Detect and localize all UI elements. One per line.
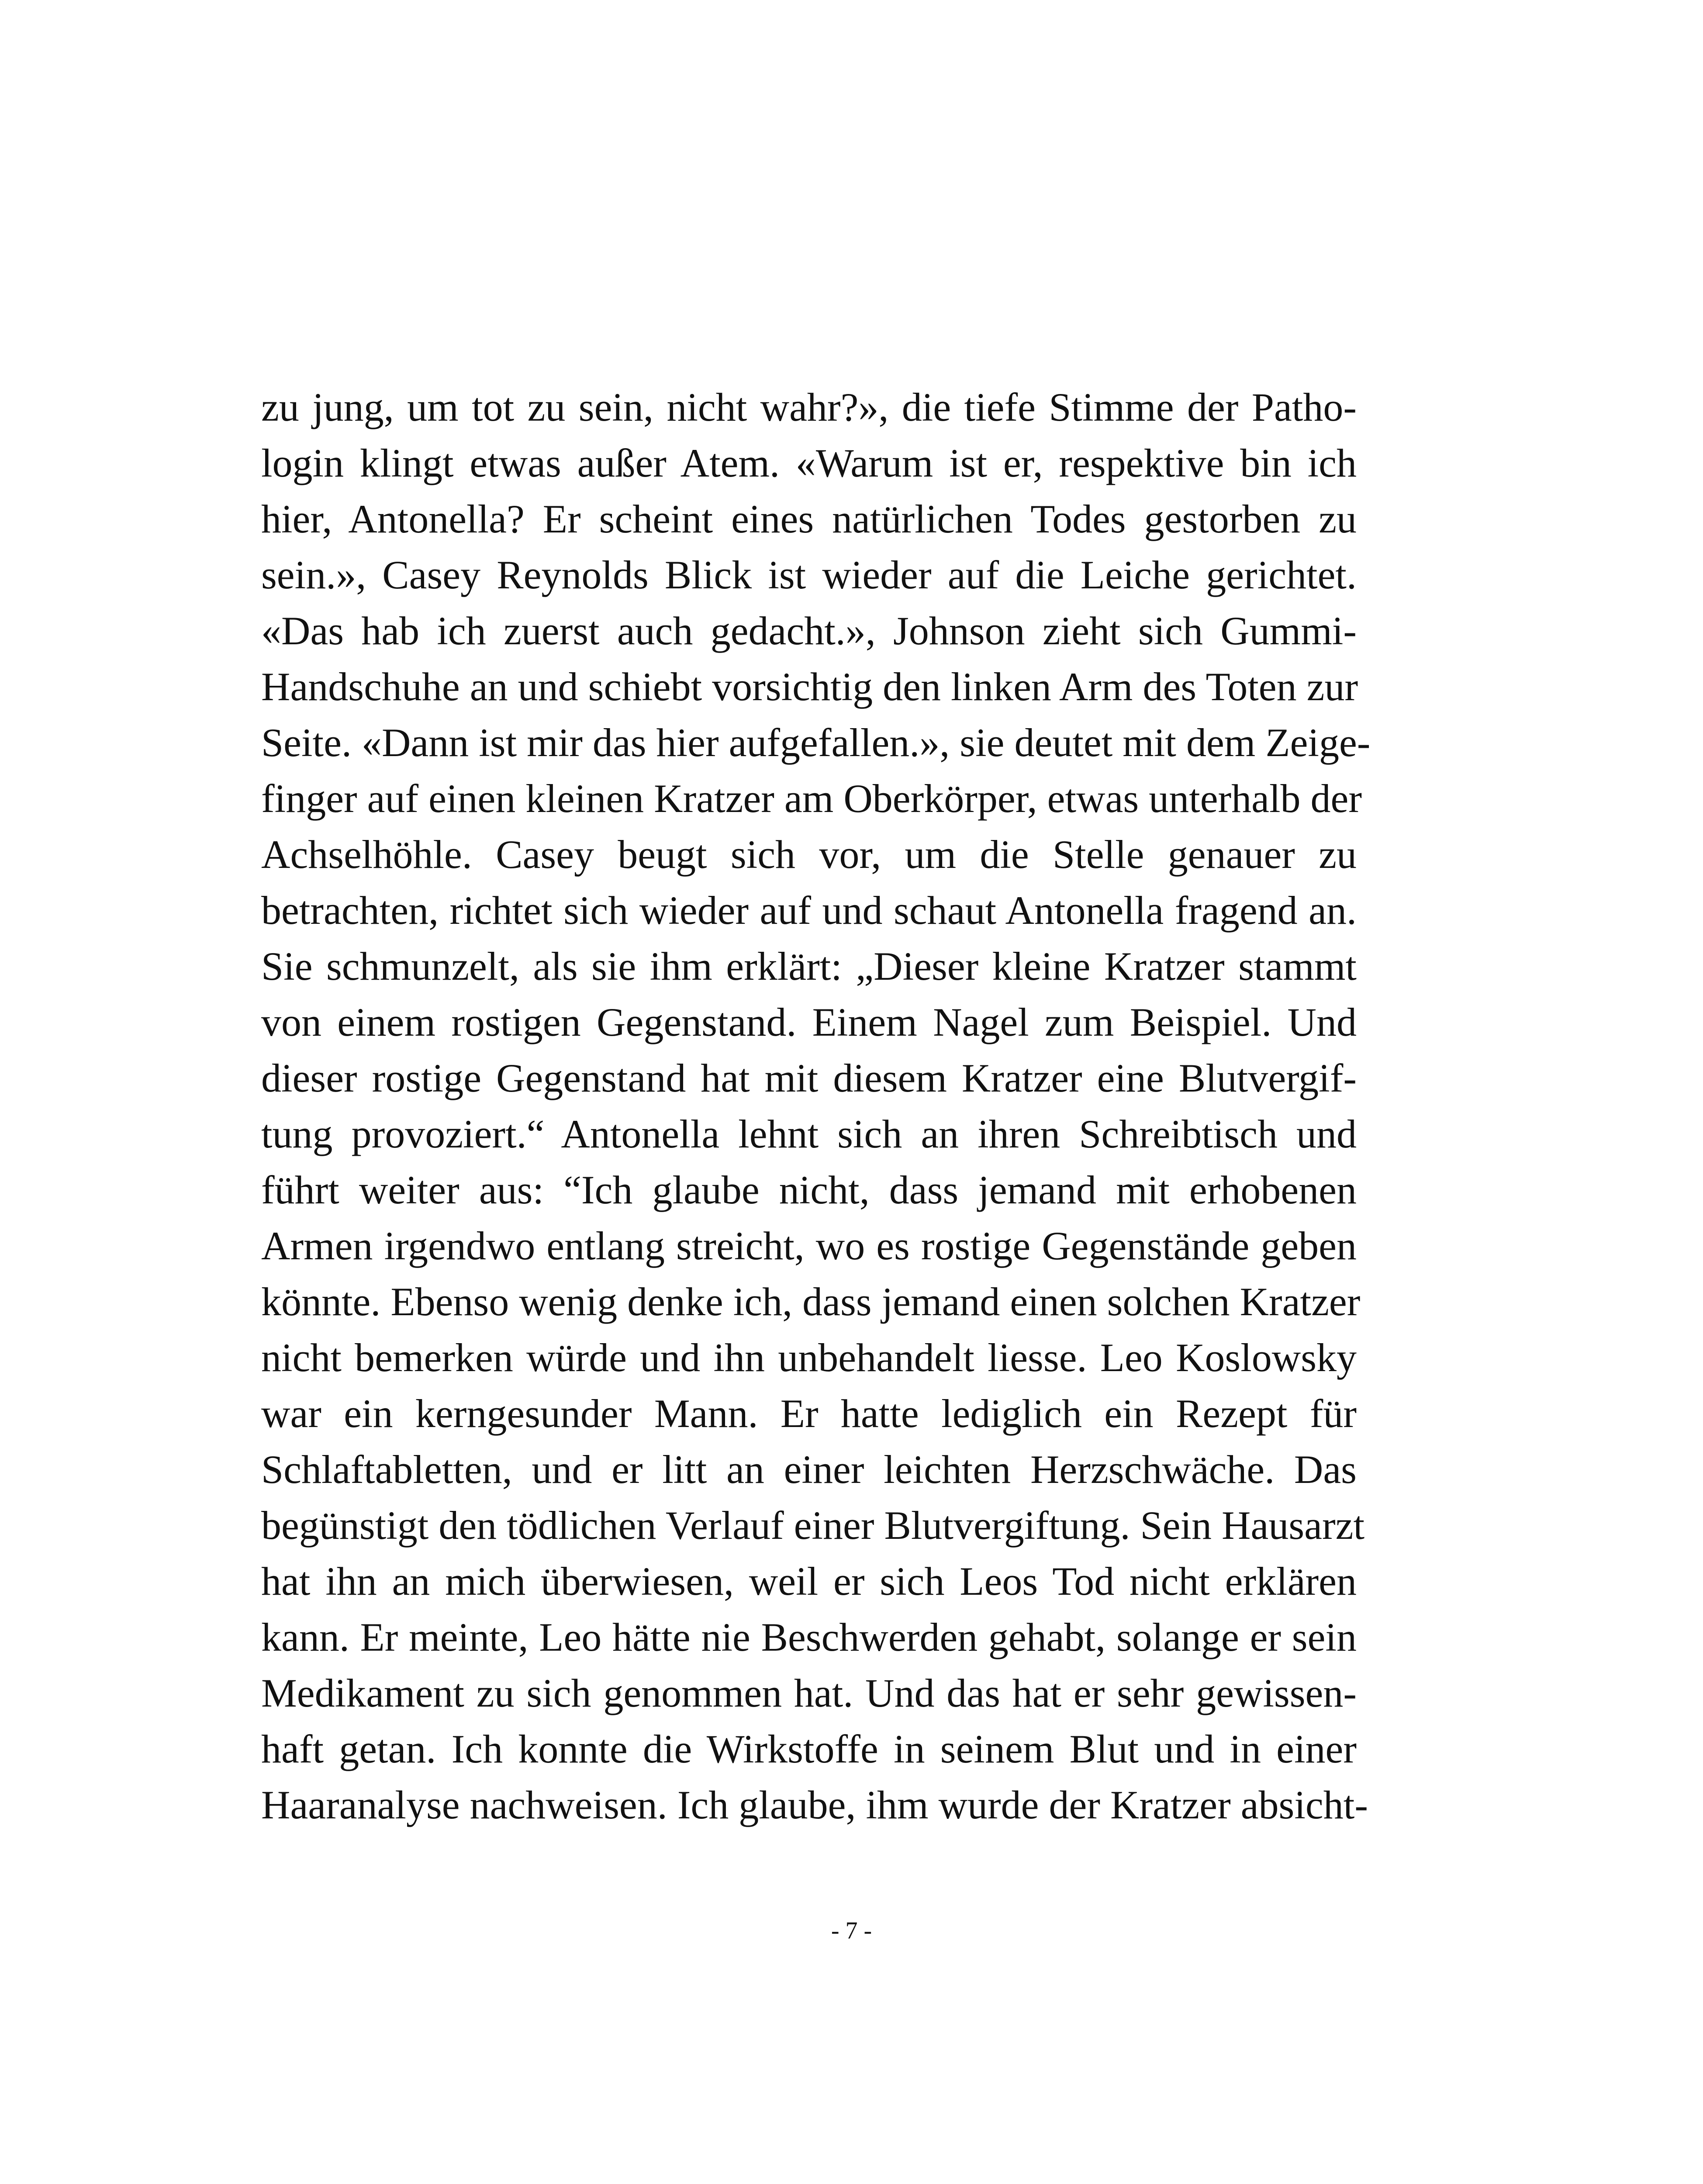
text-line: betrachten, richtet sich wieder auf und schaut Antonella fragend an. [261,888,1357,933]
text-line: Medikament zu sich genommen hat. Und das hat er sehr gewissen- [261,1671,1357,1715]
text-line: «Das hab ich zuerst auch gedacht.», Johnson zieht sich Gummi- [261,608,1357,653]
text-line: Armen irgendwo entlang streicht, wo es rostige Gegenstände geben [261,1223,1357,1268]
text-line: könnte. Ebenso wenig denke ich, dass jemand einen solchen Kratzer [261,1279,1361,1324]
text-line: begünstigt den tödlichen Verlauf einer Blutvergiftung. Sein Hausarzt [261,1503,1365,1548]
text-line: Achselhöhle. Casey beugt sich vor, um die Stelle genauer zu [261,832,1357,877]
page-number: - 7 - [831,1917,872,1944]
text-line: dieser rostige Gegenstand hat mit diesem Kratzer eine Blutvergif- [261,1056,1357,1100]
body-text [261,379,1371,1833]
text-line: haft getan. Ich konnte die Wirkstoffe in seinem Blut und in einer [261,1727,1357,1771]
text-line: zu jung, um tot zu sein, nicht wahr?», die tiefe Stimme der Patho- [261,385,1357,429]
text-line: tung provoziert.“ Antonella lehnt sich an ihren Schreibtisch und [261,1112,1357,1156]
text-line: login klingt etwas außer Atem. «Warum ist er, respektive bin ich [261,441,1357,485]
text-line: sein.», Casey Reynolds Blick ist wieder auf die Leiche gerichtet. [261,553,1357,597]
text-line: hat ihn an mich überwiesen, weil er sich Leos Tod nicht erklären [261,1559,1357,1603]
text-line: Schlaftabletten, und er litt an einer leichten Herzschwäche. Das [261,1447,1357,1492]
text-line: Haaranalyse nachweisen. Ich glaube, ihm wurde der Kratzer absicht- [261,1783,1368,1827]
text-line: hier, Antonella? Er scheint eines natürlichen Todes gestorben zu [261,497,1357,541]
text-line: war ein kerngesunder Mann. Er hatte lediglich ein Rezept für [261,1391,1357,1436]
text-line: kann. Er meinte, Leo hätte nie Beschwerden gehabt, solange er sein [261,1615,1357,1659]
text-line: Sie schmunzelt, als sie ihm erklärt: „Dieser kleine Kratzer stammt [261,944,1357,988]
text-line: führt weiter aus: “Ich glaube nicht, dass jemand mit erhobenen [261,1168,1357,1212]
text-line: nicht bemerken würde und ihn unbehandelt liesse. Leo Koslowsky [261,1335,1357,1380]
text-line: Handschuhe an und schiebt vorsichtig den linken Arm des Toten zur [261,664,1358,709]
text-line: Seite. «Dann ist mir das hier aufgefallen.», sie deutet mit dem Zeige- [261,720,1371,765]
text-line: von einem rostigen Gegenstand. Einem Nagel zum Beispiel. Und [261,1000,1357,1044]
text-line: finger auf einen kleinen Kratzer am Oberkörper, etwas unterhalb der [261,776,1362,821]
